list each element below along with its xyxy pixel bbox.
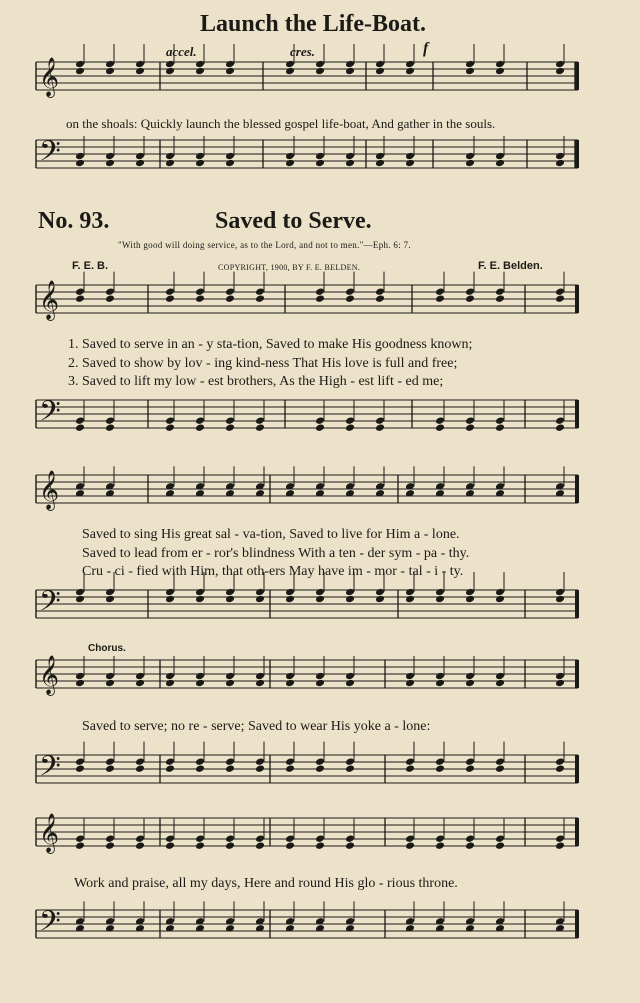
note-head (195, 152, 205, 161)
note-head (195, 287, 205, 296)
note-head (285, 588, 295, 597)
note-head (405, 60, 415, 69)
note-head (315, 416, 325, 425)
note-head (255, 757, 265, 766)
note-head (165, 841, 175, 850)
note-head (495, 764, 505, 773)
note-head (255, 294, 265, 303)
final-bar (575, 660, 579, 688)
note-head (105, 679, 115, 688)
note-head (285, 152, 295, 161)
note-head (315, 757, 325, 766)
note-head (435, 757, 445, 766)
note-head (75, 152, 85, 161)
note-head (75, 159, 85, 168)
note-head (345, 588, 355, 597)
clef-icon: 𝄞 (39, 57, 60, 97)
note-head (465, 416, 475, 425)
final-bar (575, 400, 579, 428)
note-head (345, 672, 355, 681)
note-head (165, 679, 175, 688)
cres-mark: cres. (290, 44, 315, 59)
note-head (135, 60, 145, 69)
note-head (315, 287, 325, 296)
note-head (75, 841, 85, 850)
note-head (495, 588, 505, 597)
accel-mark: accel. (166, 44, 197, 59)
note-head (435, 416, 445, 425)
note-head (345, 679, 355, 688)
note-head (555, 595, 565, 604)
note-head (105, 757, 115, 766)
clef-icon: 𝄞 (39, 655, 60, 695)
note-head (75, 595, 85, 604)
note-head (135, 67, 145, 76)
note-head (435, 679, 445, 688)
note-head (495, 67, 505, 76)
note-head (375, 60, 385, 69)
note-head (405, 841, 415, 850)
copyright: COPYRIGHT, 1900, BY F. E. BELDEN. (218, 263, 361, 272)
chorus-line-1: Saved to serve; no re - serve; Saved to wear His yoke a - lone: (82, 719, 431, 734)
note-head (225, 588, 235, 597)
note-head (465, 679, 475, 688)
note-head (465, 67, 475, 76)
clef-icon: 𝄢 (39, 395, 61, 435)
note-head (315, 588, 325, 597)
note-head (495, 423, 505, 432)
note-head (375, 152, 385, 161)
note-head (135, 841, 145, 850)
hymn-number: No. 93. (38, 208, 110, 234)
note-head (465, 764, 475, 773)
note-head (225, 416, 235, 425)
prev-hymn-lyric: on the shoals: Quickly launch the blessed gospel life-boat, And gather in the souls. (66, 116, 496, 131)
note-head (465, 672, 475, 681)
note-head (165, 416, 175, 425)
note-head (135, 834, 145, 843)
note-head (195, 764, 205, 773)
note-head (465, 834, 475, 843)
note-head (555, 679, 565, 688)
note-head (285, 841, 295, 850)
note-head (345, 416, 355, 425)
note-head (435, 294, 445, 303)
note-head (135, 757, 145, 766)
note-head (195, 679, 205, 688)
note-head (315, 67, 325, 76)
note-head (225, 294, 235, 303)
note-head (375, 416, 385, 425)
note-head (105, 595, 115, 604)
note-head (465, 423, 475, 432)
note-head (405, 764, 415, 773)
note-head (285, 764, 295, 773)
note-head (135, 764, 145, 773)
verse-2-line-b: Saved to lead from er - ror's blindness With a ten - der sym - pa - thy. (82, 546, 470, 561)
note-head (555, 152, 565, 161)
note-head (75, 423, 85, 432)
note-head (105, 416, 115, 425)
note-head (255, 764, 265, 773)
note-head (165, 672, 175, 681)
note-head (225, 679, 235, 688)
note-head (465, 159, 475, 168)
note-head (255, 423, 265, 432)
note-head (405, 834, 415, 843)
note-head (195, 841, 205, 850)
note-head (75, 679, 85, 688)
note-head (345, 595, 355, 604)
note-head (375, 159, 385, 168)
note-head (495, 841, 505, 850)
note-head (165, 287, 175, 296)
final-bar (575, 590, 579, 618)
clef-icon: 𝄞 (39, 470, 60, 510)
note-head (165, 152, 175, 161)
note-head (225, 287, 235, 296)
note-head (345, 423, 355, 432)
note-head (315, 60, 325, 69)
note-head (555, 764, 565, 773)
note-head (345, 152, 355, 161)
chorus-line-2: Work and praise, all my days, Here and round His glo - rious throne. (74, 876, 458, 891)
note-head (555, 159, 565, 168)
note-head (225, 834, 235, 843)
note-head (255, 834, 265, 843)
note-head (555, 423, 565, 432)
note-head (255, 672, 265, 681)
note-head (255, 416, 265, 425)
note-head (495, 672, 505, 681)
note-head (405, 672, 415, 681)
verse-1-line-b: Saved to sing His great sal - va-tion, Saved to live for Him a - lone. (82, 527, 460, 542)
note-head (465, 595, 475, 604)
note-head (285, 67, 295, 76)
note-head (465, 60, 475, 69)
clef-icon: 𝄢 (39, 135, 61, 175)
note-head (345, 67, 355, 76)
note-head (255, 679, 265, 688)
note-head (555, 294, 565, 303)
note-head (495, 679, 505, 688)
note-head (555, 834, 565, 843)
note-head (555, 287, 565, 296)
note-head (195, 67, 205, 76)
note-head (165, 159, 175, 168)
note-head (315, 834, 325, 843)
note-head (315, 423, 325, 432)
prev-hymn-title: Launch the Life-Boat. (200, 11, 427, 37)
note-head (405, 159, 415, 168)
note-head (255, 841, 265, 850)
note-head (195, 423, 205, 432)
note-head (225, 764, 235, 773)
note-head (495, 159, 505, 168)
note-head (555, 60, 565, 69)
note-head (195, 834, 205, 843)
note-head (105, 834, 115, 843)
clef-icon: 𝄞 (39, 280, 60, 320)
note-head (495, 595, 505, 604)
verse-2-line-a: 2. Saved to show by lov - ing kind-ness That His love is full and free; (68, 356, 458, 371)
note-head (165, 294, 175, 303)
note-head (495, 152, 505, 161)
note-head (105, 67, 115, 76)
epigraph: "With good will doing service, as to the Lord, and not to men."—Eph. 6: 7. (118, 240, 411, 250)
final-bar (575, 285, 579, 313)
note-head (75, 672, 85, 681)
note-head (285, 679, 295, 688)
note-head (315, 679, 325, 688)
note-head (75, 60, 85, 69)
note-head (495, 834, 505, 843)
note-head (105, 841, 115, 850)
note-head (405, 67, 415, 76)
note-head (315, 159, 325, 168)
note-head (75, 67, 85, 76)
note-head (435, 764, 445, 773)
note-head (465, 287, 475, 296)
note-head (555, 757, 565, 766)
note-head (435, 287, 445, 296)
note-head (495, 60, 505, 69)
final-bar (575, 475, 579, 503)
note-head (405, 595, 415, 604)
note-head (105, 423, 115, 432)
note-head (255, 595, 265, 604)
note-head (315, 841, 325, 850)
note-head (495, 416, 505, 425)
note-head (405, 757, 415, 766)
final-bar (575, 62, 579, 90)
note-head (345, 757, 355, 766)
note-head (75, 834, 85, 843)
clef-icon: 𝄢 (39, 585, 61, 625)
note-head (255, 287, 265, 296)
note-head (75, 764, 85, 773)
note-head (225, 159, 235, 168)
note-head (465, 588, 475, 597)
note-head (225, 672, 235, 681)
note-head (555, 416, 565, 425)
note-head (75, 416, 85, 425)
note-head (195, 588, 205, 597)
note-head (345, 159, 355, 168)
clef-icon: 𝄢 (39, 905, 61, 945)
note-head (315, 764, 325, 773)
note-head (465, 841, 475, 850)
note-head (465, 757, 475, 766)
note-head (75, 757, 85, 766)
forte-mark: f (423, 40, 429, 57)
note-head (345, 764, 355, 773)
note-head (105, 588, 115, 597)
note-head (195, 60, 205, 69)
note-head (225, 841, 235, 850)
note-head (105, 152, 115, 161)
chorus-label: Chorus. (88, 643, 126, 654)
note-head (435, 588, 445, 597)
note-head (195, 416, 205, 425)
note-head (75, 287, 85, 296)
note-head (255, 588, 265, 597)
note-head (135, 152, 145, 161)
note-head (225, 757, 235, 766)
final-bar (575, 910, 579, 938)
note-head (375, 595, 385, 604)
note-head (225, 152, 235, 161)
note-head (105, 294, 115, 303)
note-head (405, 588, 415, 597)
final-bar (575, 755, 579, 783)
note-head (345, 60, 355, 69)
note-head (195, 159, 205, 168)
note-head (285, 757, 295, 766)
note-head (375, 423, 385, 432)
note-head (375, 67, 385, 76)
note-head (105, 287, 115, 296)
words-by: F. E. B. (72, 260, 109, 272)
verse-3-line-a: 3. Saved to lift my low - est brothers, As the High - est lift - ed me; (68, 374, 444, 389)
music-by: F. E. Belden. (478, 260, 543, 272)
note-head (375, 294, 385, 303)
note-head (165, 834, 175, 843)
note-head (315, 672, 325, 681)
final-bar (575, 140, 579, 168)
note-head (465, 294, 475, 303)
note-head (285, 60, 295, 69)
note-head (225, 595, 235, 604)
note-head (435, 672, 445, 681)
note-head (495, 287, 505, 296)
note-head (165, 67, 175, 76)
note-head (315, 294, 325, 303)
note-head (195, 672, 205, 681)
note-head (195, 595, 205, 604)
note-head (75, 588, 85, 597)
note-head (435, 841, 445, 850)
final-bar (575, 818, 579, 846)
hymn-title: Saved to Serve. (215, 208, 372, 234)
note-head (495, 757, 505, 766)
note-head (105, 764, 115, 773)
note-head (135, 679, 145, 688)
note-head (555, 841, 565, 850)
note-head (285, 159, 295, 168)
verse-1-line-a: 1. Saved to serve in an - y sta-tion, Saved to make His goodness known; (68, 337, 473, 352)
note-head (195, 757, 205, 766)
note-head (285, 595, 295, 604)
note-head (165, 423, 175, 432)
clef-icon: 𝄢 (39, 750, 61, 790)
note-head (435, 423, 445, 432)
note-head (165, 757, 175, 766)
note-head (285, 834, 295, 843)
clef-icon: 𝄞 (39, 813, 60, 853)
note-head (165, 588, 175, 597)
note-head (105, 672, 115, 681)
note-head (345, 294, 355, 303)
note-head (345, 841, 355, 850)
note-head (225, 423, 235, 432)
note-head (75, 294, 85, 303)
note-head (435, 834, 445, 843)
note-head (405, 152, 415, 161)
note-head (165, 595, 175, 604)
note-head (465, 152, 475, 161)
note-head (135, 672, 145, 681)
note-head (105, 60, 115, 69)
note-head (375, 588, 385, 597)
note-head (555, 67, 565, 76)
note-head (165, 60, 175, 69)
note-head (435, 595, 445, 604)
note-head (285, 672, 295, 681)
note-head (555, 672, 565, 681)
note-head (225, 60, 235, 69)
note-head (225, 67, 235, 76)
note-head (195, 294, 205, 303)
note-head (555, 588, 565, 597)
verse-3-line-b: Cru - ci - fied with Him, that oth-ers May have im - mor - tal - i - ty. (82, 564, 464, 579)
note-head (165, 764, 175, 773)
note-head (375, 287, 385, 296)
note-head (105, 159, 115, 168)
note-head (315, 595, 325, 604)
note-head (495, 294, 505, 303)
note-head (345, 287, 355, 296)
note-head (315, 152, 325, 161)
note-head (405, 679, 415, 688)
note-head (345, 834, 355, 843)
note-head (135, 159, 145, 168)
